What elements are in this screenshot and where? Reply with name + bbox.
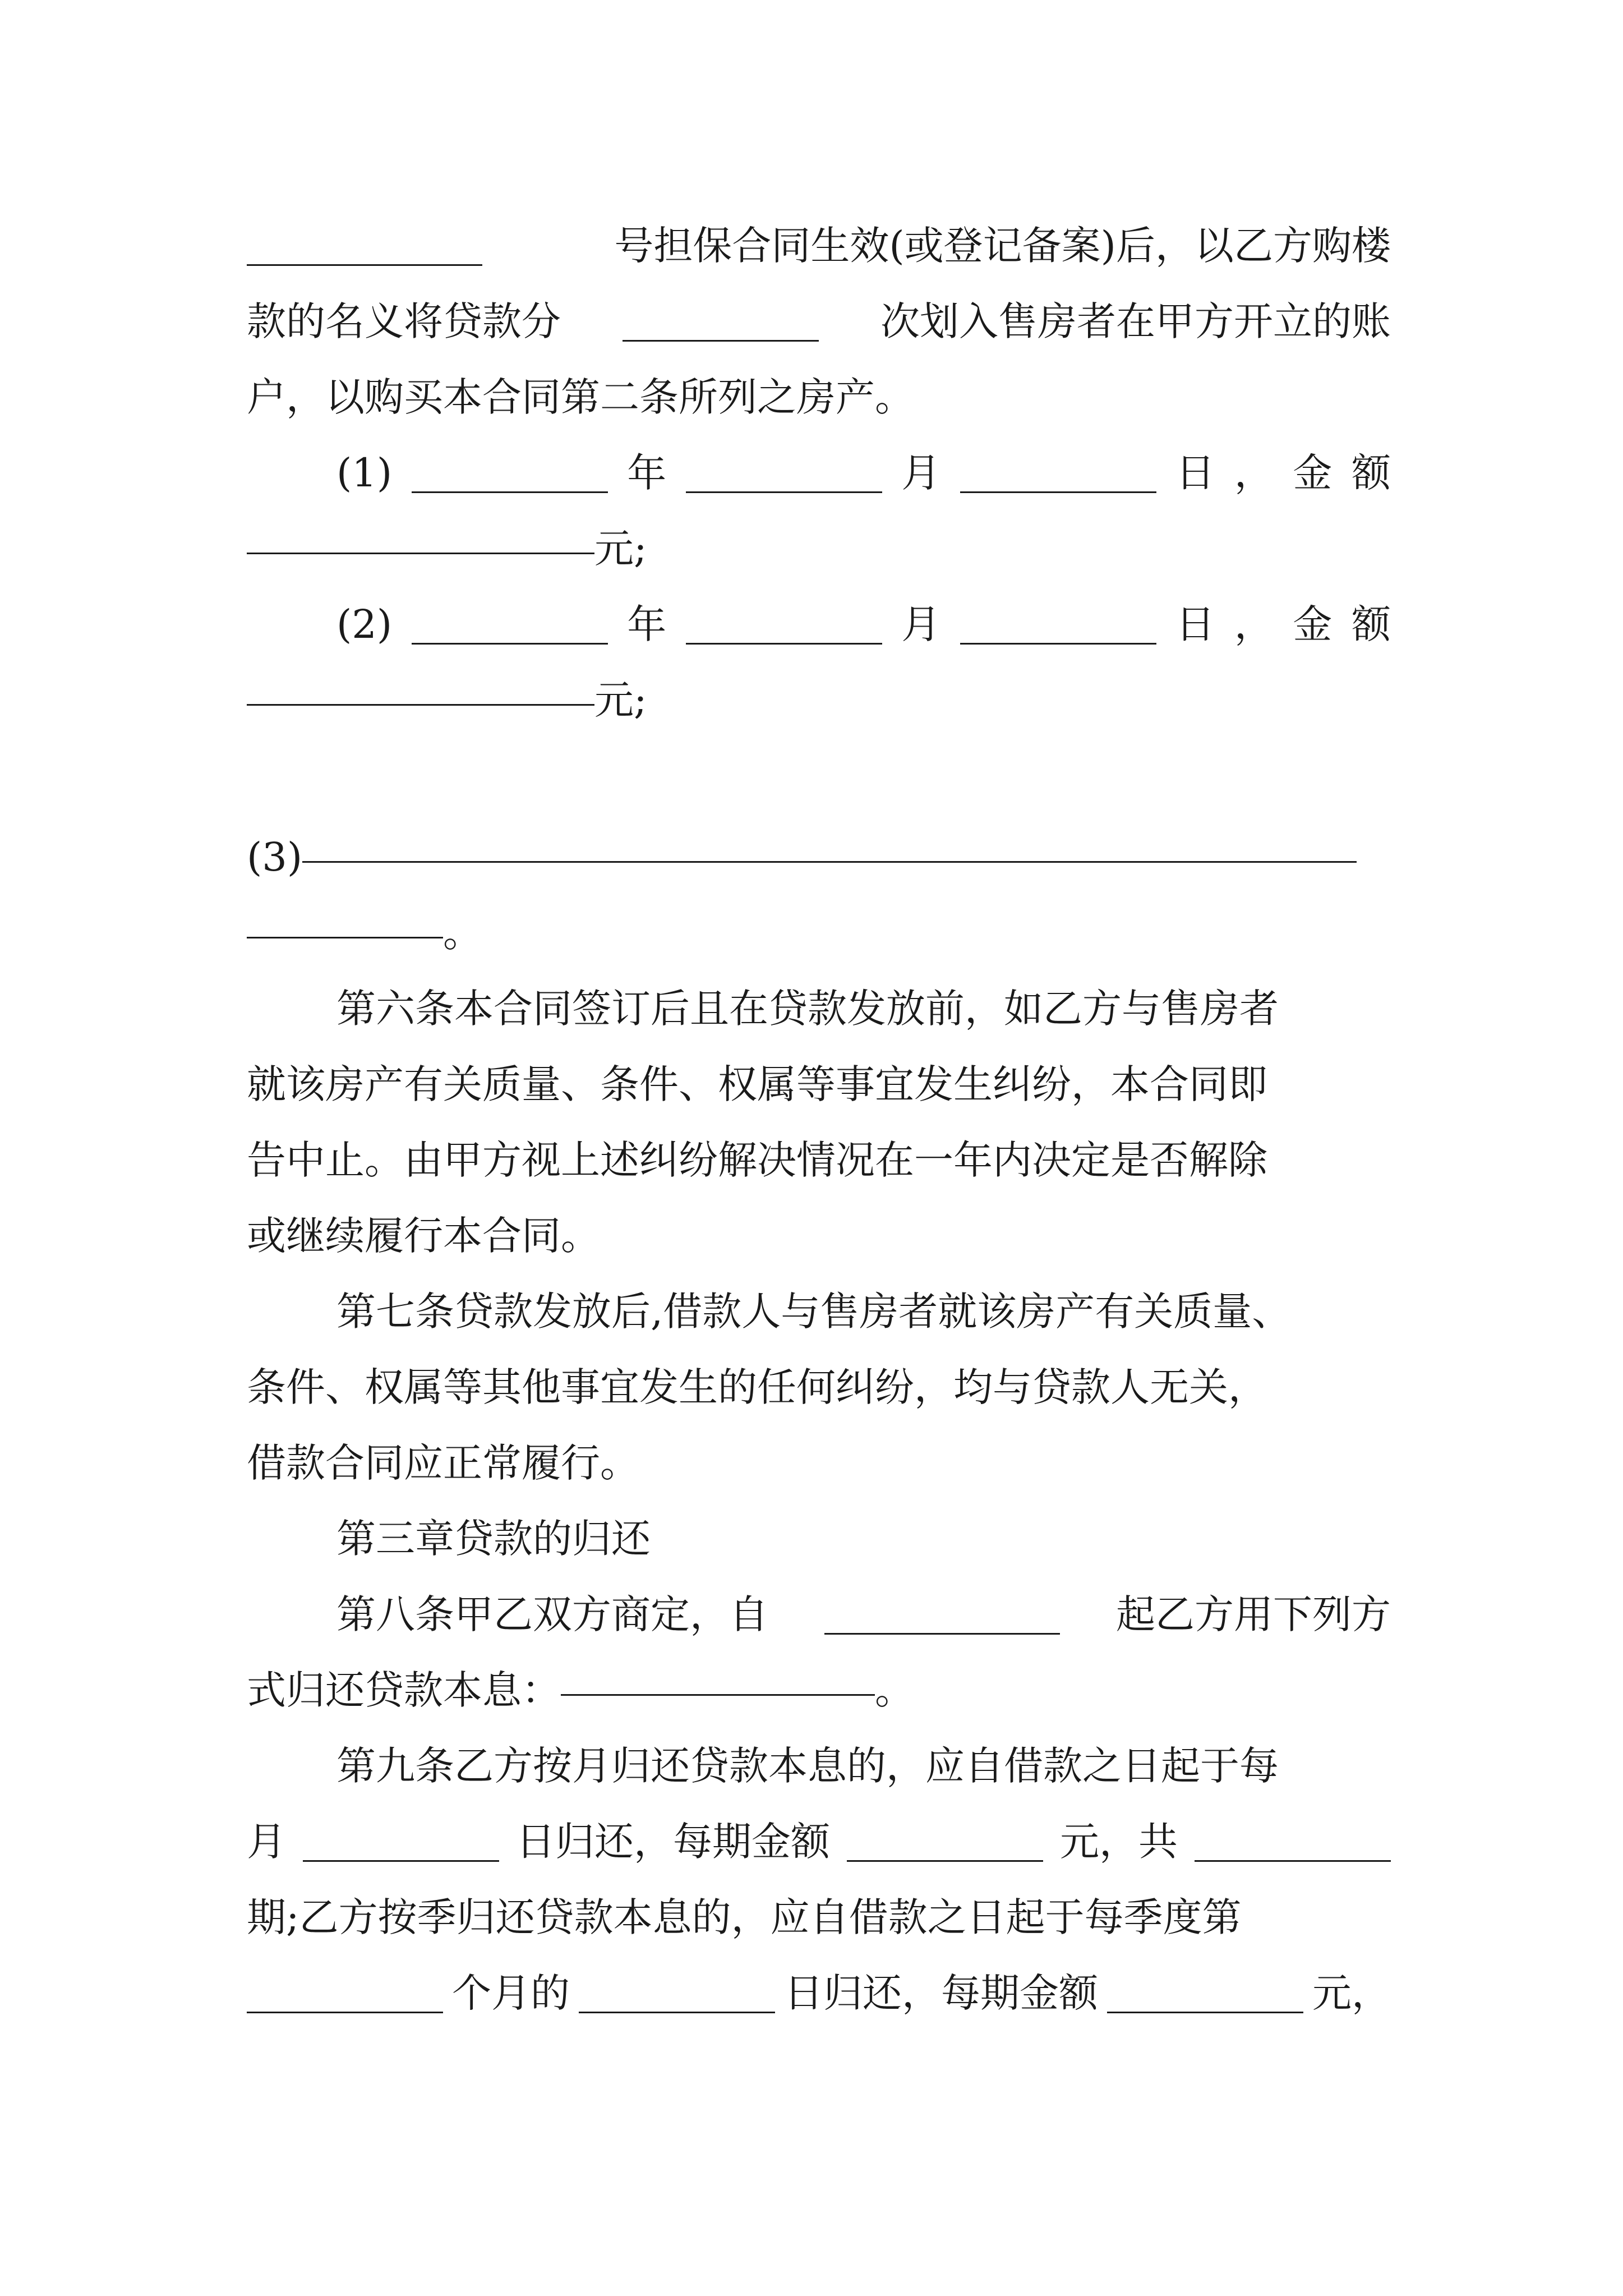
text-segment: 月 [247,1819,286,1865]
fill-blank [412,491,608,493]
text-line [247,1889,1391,1945]
text-line [247,1283,1391,1340]
text-segment: 日 [1175,450,1215,496]
text-segment: 起乙方用下列方 [1116,1591,1391,1637]
text-segment: 第九条乙方按月归还贷款本息的，应自借款之日起于每 [336,1743,1279,1789]
text-segment: 借款合同应正常履行。 [247,1440,639,1486]
text-segment: 月 [901,450,941,496]
fill-blank [247,937,443,938]
text-line [247,218,1391,274]
text-line [247,596,1391,652]
text-line [247,369,1391,425]
item-number: (1) [336,450,393,496]
text-segment: 款的名义将贷款分 [247,298,561,344]
text-segment: 元， [1312,1970,1391,2016]
text-segment: ， [1234,601,1274,647]
text-line [247,981,1391,1037]
text-segment: 元; [594,526,647,572]
text-segment: 或继续履行本合同。 [247,1213,600,1259]
fill-blank [579,2012,775,2013]
fill-blank [247,553,594,554]
text-line [247,293,1391,349]
text-segment: 个月的 [452,1970,570,2016]
text-line [247,1814,1391,1870]
text-line [247,829,1391,885]
fill-blank [686,491,882,493]
text-segment: 。 [875,1667,914,1713]
fill-blank [247,2012,443,2013]
text-segment: 元，共 [1060,1819,1178,1865]
fill-blank [303,1860,499,1862]
fill-blank [247,704,594,706]
text-line [247,905,1391,961]
text-segment: 额 [1351,450,1391,496]
fill-blank [1195,1860,1391,1862]
text-line [247,1056,1391,1112]
text-line [247,1662,1391,1718]
item-number: (3) [247,834,303,880]
text-line [247,1208,1391,1264]
text-segment: 第七条贷款发放后,借款人与售房者就该房产有关质量、 [336,1289,1292,1335]
text-segment: 告中止。由甲方视上述纠纷解决情况在一年内决定是否解除 [247,1137,1267,1183]
text-segment: 。 [443,910,482,956]
text-segment: 次划入售房者在甲方开立的账 [880,298,1391,344]
text-segment: 式归还贷款本息： [247,1667,561,1713]
text-segment: 条件、权属等其他事宜发生的任何纠纷，均与贷款人无关， [247,1364,1267,1410]
text-segment: 号担保合同生效(或登记备案)后，以乙方购楼 [614,223,1391,269]
text-segment: 日归还，每期金额 [784,1970,1098,2016]
item-number: (2) [336,601,393,647]
text-segment: 元; [594,677,647,723]
fill-blank [686,643,882,645]
text-segment: 年 [627,601,667,647]
text-line [247,1965,1391,2021]
fill-blank [960,491,1156,493]
text-segment: 额 [1351,601,1391,647]
text-line [247,1586,1391,1642]
fill-blank [847,1860,1043,1862]
text-segment: 第八条甲乙双方商定，自 [336,1591,768,1637]
text-line [247,521,1391,577]
fill-blank [247,264,482,266]
text-line [247,1435,1391,1491]
text-segment: 金 [1293,450,1332,496]
text-segment: 日 [1175,601,1215,647]
fill-blank [824,1633,1060,1635]
text-segment: 日归还，每期金额 [516,1819,830,1865]
text-line [247,1132,1391,1188]
text-line [247,445,1391,501]
text-segment: 第三章贷款的归还 [336,1516,651,1562]
text-segment: 年 [627,450,667,496]
text-segment: 第六条本合同签订后且在贷款发放前，如乙方与售房者 [336,986,1279,1032]
text-line [247,1359,1391,1415]
fill-blank [623,340,819,342]
text-segment: ， [1234,450,1274,496]
text-segment: 金 [1293,601,1332,647]
text-segment: 户，以购买本合同第二条所列之房产。 [247,374,914,420]
fill-blank [302,861,1357,863]
fill-blank [561,1694,875,1696]
text-line [247,1738,1391,1794]
text-segment: 月 [901,601,941,647]
fill-blank [412,643,608,645]
fill-blank [1107,2012,1303,2013]
text-segment: 期;乙方按季归还贷款本息的，应自借款之日起于每季度第 [247,1894,1242,1940]
chapter-heading [247,1511,1391,1567]
fill-blank [960,643,1156,645]
text-segment: 就该房产有关质量、条件、权属等事宜发生纠纷，本合同即 [247,1061,1267,1107]
text-line [247,672,1391,728]
